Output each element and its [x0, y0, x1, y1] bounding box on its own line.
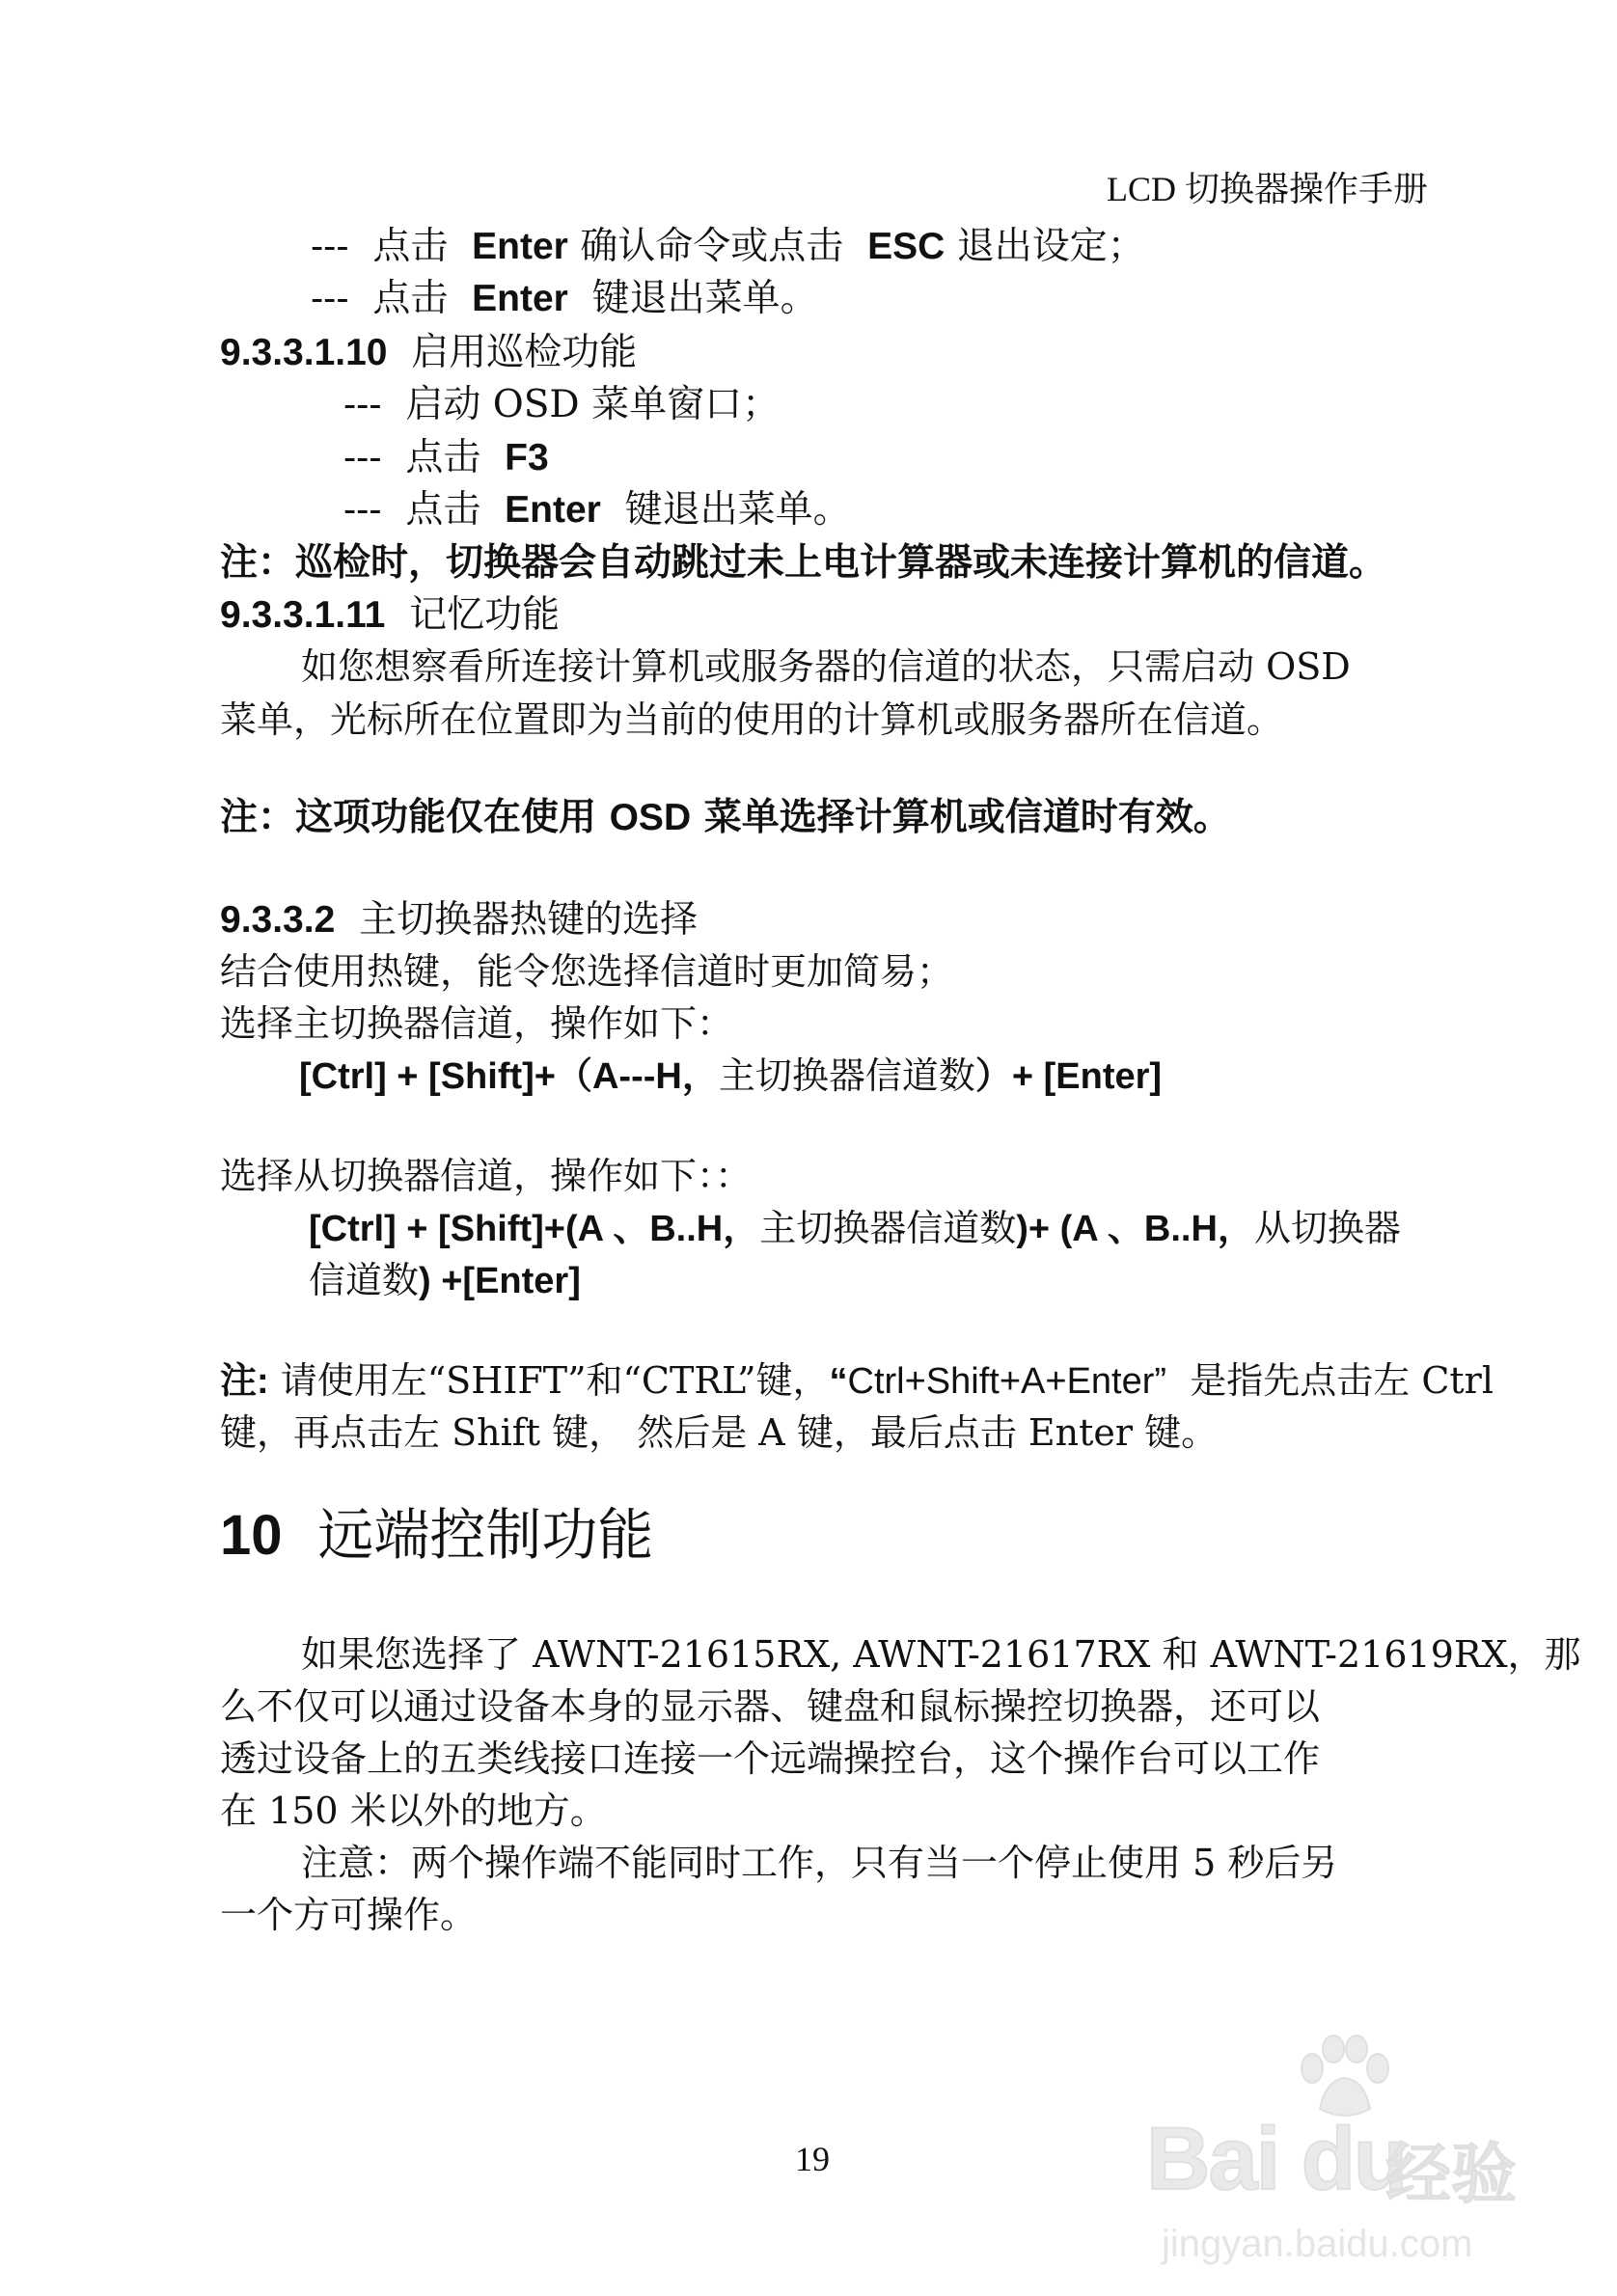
- step-line: --- 启动 OSD 菜单窗口；: [343, 383, 781, 426]
- paragraph-line: 选择主切换器信道，操作如下：: [220, 1002, 734, 1045]
- paragraph-line: 结合使用热键，能令您选择信道时更加简易；: [220, 950, 954, 993]
- watermark-url: jingyan.baidu.com: [1162, 2223, 1473, 2265]
- note-text: 注: 请使用左“SHIFT”和“CTRL”键，“Ctrl+Shift+A+Enter” 是指先点击左 Ctrl: [220, 1359, 1494, 1402]
- note-text: 注：巡检时，切换器会自动跳过未上电计算器或未连接计算机的信道。: [220, 540, 1387, 585]
- paragraph-line: 菜单，光标所在位置即为当前的使用的计算机或服务器所在信道。: [220, 698, 1284, 741]
- step-line: --- 点击 Enter 键退出菜单。: [311, 277, 818, 320]
- paragraph-line: 选择从切换器信道，操作如下：：: [220, 1155, 753, 1197]
- step-line: --- 点击 Enter 键退出菜单。: [343, 488, 851, 532]
- note-text: 注：这项功能仅在使用 OSD 菜单选择计算机或信道时有效。: [220, 795, 1231, 839]
- paragraph-line: 注意：两个操作端不能同时工作，只有当一个停止使用 5 秒后另: [301, 1842, 1338, 1884]
- paragraph-line: 透过设备上的五类线接口连接一个远端操控台，这个操作台可以工作: [220, 1737, 1321, 1780]
- section-heading: 9.3.3.1.11 记忆功能: [220, 593, 561, 637]
- watermark-brand: Bai du: [1146, 2110, 1407, 2208]
- page-header: LCD 切换器操作手册: [1106, 170, 1428, 208]
- paragraph-line: 么不仅可以通过设备本身的显示器、键盘和鼠标操控切换器，还可以: [220, 1685, 1321, 1728]
- paragraph-line: 如您想察看所连接计算机或服务器的信道的状态，只需启动 OSD: [301, 645, 1351, 688]
- note-text: 键，再点击左 Shift 键， 然后是 A 键，最后点击 Enter 键。: [220, 1411, 1219, 1454]
- hotkey-combo: [Ctrl] + [Shift]+（A---H，主切换器信道数）+ [Enter]: [299, 1054, 1163, 1097]
- step-line: --- 点击 F3: [343, 436, 549, 479]
- paragraph-line: 在 150 米以外的地方。: [220, 1790, 607, 1832]
- section-heading: 9.3.3.2 主切换器热键的选择: [220, 898, 699, 942]
- hotkey-combo: [Ctrl] + [Shift]+(A 、B..H，主切换器信道数)+ (A 、B..H，从切换器: [309, 1207, 1401, 1249]
- hotkey-combo: 信道数) +[Enter]: [309, 1259, 581, 1301]
- paw-icon: [1291, 2034, 1397, 2120]
- section-heading: 9.3.3.1.10 启用巡检功能: [220, 331, 638, 374]
- page-number: 19: [795, 2140, 830, 2178]
- paragraph-line: 一个方可操作。: [220, 1894, 478, 1936]
- baidu-watermark: [1146, 2034, 1542, 2275]
- chapter-heading: 10 远端控制功能: [220, 1502, 654, 1568]
- paragraph-line: 如果您选择了 AWNT-21615RX, AWNT-21617RX 和 AWNT-21619RX，那: [301, 1633, 1581, 1676]
- step-line: --- 点击 Enter 确认命令或点击 ESC 退出设定；: [311, 225, 1145, 268]
- watermark-cn: 经验: [1385, 2137, 1518, 2213]
